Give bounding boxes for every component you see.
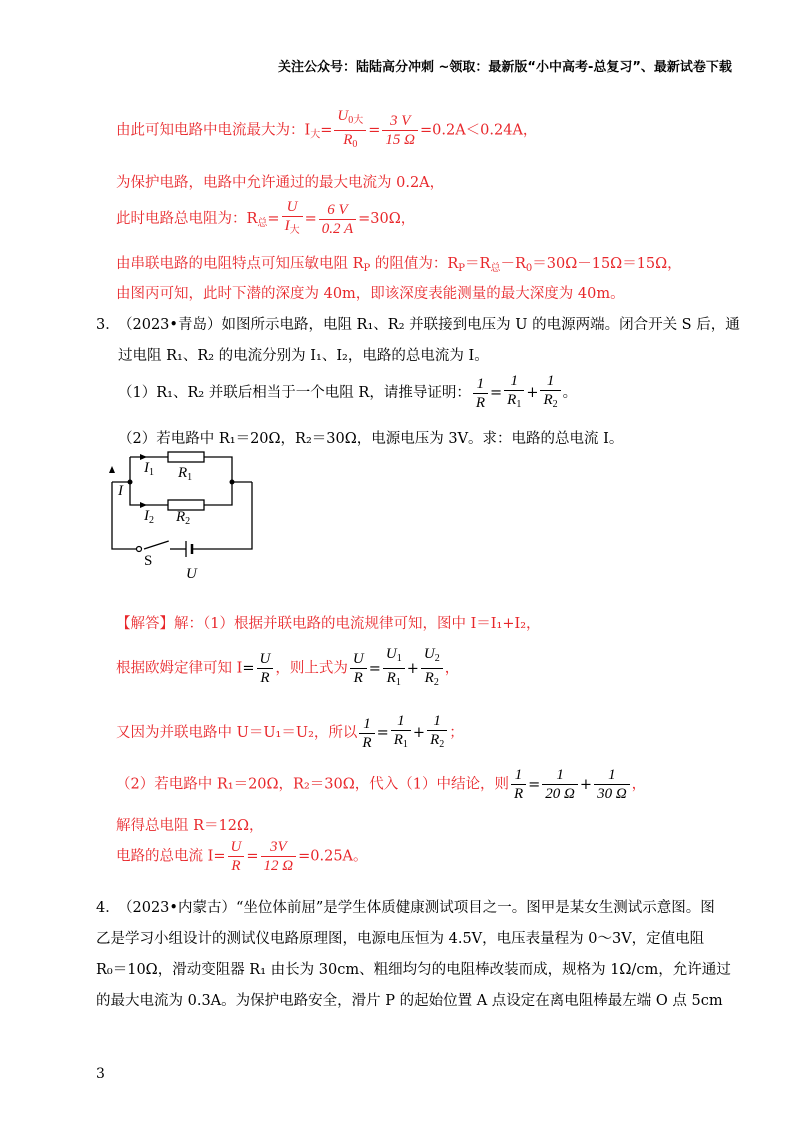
resistor-r2 <box>168 500 204 510</box>
answer-line-resistance: 解得总电阻 R＝12Ω， <box>116 818 264 834</box>
question-4-line-1: （2023•内蒙古）“坐位体前屈”是学生体质健康测试项目之一。图甲是某女生测试示意图。图 <box>118 900 715 916</box>
question-3-line-1: （2023•青岛）如图所示电路，电阻 R₁、R₂ 并联接到电压为 U 的电源两端。闭合开关 S 后，通 <box>118 317 740 333</box>
question-3-part-2: （2）若电路中 R₁＝20Ω，R₂＝30Ω，电源电压为 3V。求：电路的总电流 I。 <box>118 431 624 447</box>
parallel-circuit-diagram <box>100 445 270 585</box>
question-3-line-2: 过电阻 R₁、R₂ 的电流分别为 I₁、I₂，电路的总电流为 I。 <box>118 348 489 364</box>
solution-line-max-current: 由此可知电路中电流最大为：$I_大=$ $\frac{U_{0大}}{R_0}$ = $\frac{3 V}{15 \Omega}$ =0.2A＜0.24A， <box>116 108 538 150</box>
answer-line-parallel: 又因为并联电路中 U＝U₁＝U₂，所以 $\frac{1}{R}$ = $\frac{1}{R_1}$ + $\frac{1}{R_2}$ ； <box>116 713 464 751</box>
solution-line-total-resistance: 此时电路总电阻为：$R_总=$ $\frac{U}{I_大}$ = $\frac{6 V}{0.2 A}$ =30Ω， <box>116 199 416 237</box>
resistor-r1 <box>168 452 204 462</box>
answer-line-current: 电路的总电流 I= $\frac{U}{R}$ = $\frac{3V}{12 \Omega}$ =0.25A。 <box>116 839 368 874</box>
question-4-number: 4． <box>96 900 120 916</box>
label-u: U <box>186 566 197 582</box>
question-3-number: 3． <box>96 317 120 333</box>
question-4-line-2: 乙是学习小组设计的测试仪电路原理图，电源电压恒为 4.5V，电压表量程为 0～3V，定值电阻 <box>96 931 705 947</box>
label-s: S <box>144 553 153 569</box>
arrow-i-icon <box>109 466 115 473</box>
page-header: 关注公众号：陆陆高分冲刺 ~领取：最新版“小中高考-总复习”、最新试卷下载 <box>278 60 732 75</box>
answer-line-ohm: 根据欧姆定律可知 I= $\frac{U}{R}$ ，则上式为 $\frac{U}{R}$ = $\frac{U_1}{R_1}$ + $\frac{U_2}{R_2}$ ， <box>116 646 460 688</box>
label-r1: $R_1$ <box>178 465 193 483</box>
question-3-part-1: （1）R₁、R₂ 并联后相当于一个电阻 R，请推导证明： $\frac{1}{R}$ = $\frac{1}{R_1}$ + $\frac{1}{R_2}$ 。 <box>118 373 578 411</box>
question-4-line-4: 的最大电流为 0.3A。为保护电路安全，滑片 P 的起始位置 A 点设定在离电阻棒最左端 O 点 5cm <box>96 993 723 1009</box>
label-r2: $R_2$ <box>176 509 191 527</box>
solution-line-depth: 由图丙可知，此时下潜的深度为 40m，即该深度表能测量的最大深度为 40m。 <box>116 286 625 302</box>
label-i2: $I_2$ <box>144 508 154 526</box>
solution-line-rp: 由串联电路的电阻特点可知压敏电阻 $R_P$ 的阻值为：$R_P=R_总-R_0=30\Omega-15\Omega=15\Omega$， <box>116 256 682 274</box>
answer-line-1: 【解答】解：（1）根据并联电路的电流规律可知，图中 I＝I₁+I₂， <box>116 616 541 632</box>
label-i1: $I_1$ <box>144 460 154 478</box>
answer-line-substitute: （2）若电路中 R₁＝20Ω，R₂＝30Ω，代入（1）中结论，则 $\frac{1}{R}$ = $\frac{1}{20 \Omega}$ + $\frac{1}{30 \Omega}$ ， <box>116 767 647 802</box>
question-4-line-3: R₀＝10Ω，滑动变阻器 R₁ 由长为 30cm、粗细均匀的电阻棒改装而成，规格为 1Ω/cm，允许通过 <box>96 962 731 978</box>
solution-line-protect: 为保护电路，电路中允许通过的最大电流为 0.2A， <box>116 175 445 191</box>
page-number: 3 <box>96 1066 105 1082</box>
switch-contact <box>137 547 142 552</box>
label-i: I <box>118 483 123 499</box>
